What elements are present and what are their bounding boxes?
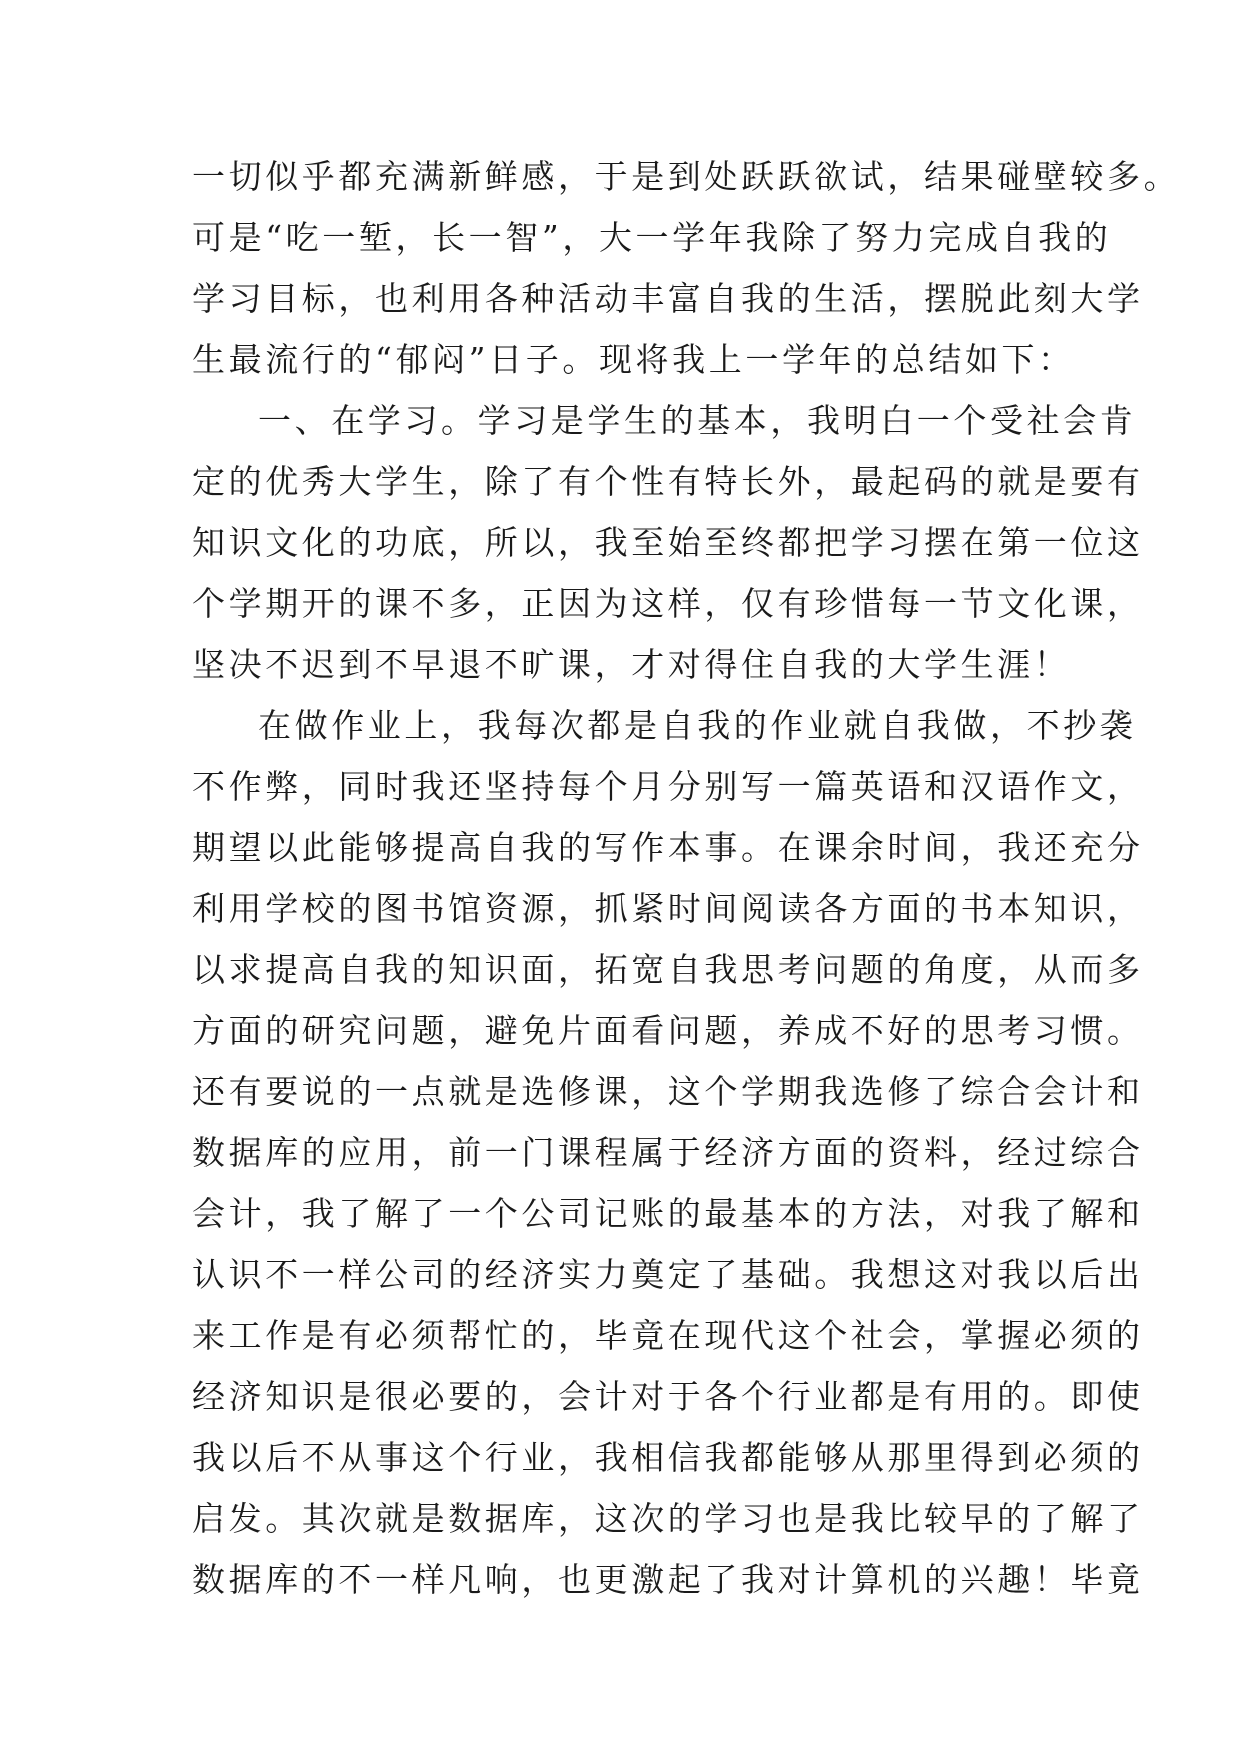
text-line-13: 利用学校的图书馆资源，抓紧时间阅读各方面的书本知识， [192, 889, 1144, 928]
text-line-18: 会计，我了解了一个公司记账的最基本的方法，对我了解和 [192, 1194, 1144, 1233]
text-line-16: 还有要说的一点就是选修课，这个学期我选修了综合会计和 [192, 1072, 1144, 1111]
text-line-23: 启发。其次就是数据库，这次的学习也是我比较早的了解了 [192, 1499, 1144, 1538]
text-line-15: 方面的研究问题，避免片面看问题，养成不好的思考习惯。 [192, 1011, 1144, 1050]
text-line-24: 数据库的不一样凡响，也更激起了我对计算机的兴趣！毕竟 [192, 1560, 1144, 1599]
text-line-6: 定的优秀大学生，除了有个性有特长外，最起码的就是要有 [192, 462, 1144, 501]
text-line-1: 一切似乎都充满新鲜感，于是到处跃跃欲试，结果碰壁较多。 [192, 157, 1181, 196]
text-line-10: 在做作业上，我每次都是自我的作业就自我做，不抄袭 [258, 706, 1137, 745]
text-line-11: 不作弊，同时我还坚持每个月分别写一篇英语和汉语作文， [192, 767, 1144, 806]
text-line-22: 我以后不从事这个行业，我相信我都能够从那里得到必须的 [192, 1438, 1144, 1477]
text-line-21: 经济知识是很必要的，会计对于各个行业都是有用的。即使 [192, 1377, 1144, 1416]
text-line-12: 期望以此能够提高自我的写作本事。在课余时间，我还充分 [192, 828, 1144, 867]
text-line-8: 个学期开的课不多，正因为这样，仅有珍惜每一节文化课， [192, 584, 1144, 623]
text-line-4: 生最流行的“郁闷”日子。现将我上一学年的总结如下： [192, 340, 1075, 379]
text-line-3: 学习目标，也利用各种活动丰富自我的生活，摆脱此刻大学 [192, 279, 1144, 318]
text-line-2: 可是“吃一堑，长一智”，大一学年我除了努力完成自我的 [192, 218, 1112, 257]
document-body [192, 146, 1181, 1610]
text-line-14: 以求提高自我的知识面，拓宽自我思考问题的角度，从而多 [192, 950, 1144, 989]
text-line-7: 知识文化的功底，所以，我至始至终都把学习摆在第一位这 [192, 523, 1144, 562]
text-line-20: 来工作是有必须帮忙的，毕竟在现代这个社会，掌握必须的 [192, 1316, 1144, 1355]
text-line-17: 数据库的应用，前一门课程属于经济方面的资料，经过综合 [192, 1133, 1144, 1172]
text-line-19: 认识不一样公司的经济实力奠定了基础。我想这对我以后出 [192, 1255, 1144, 1294]
text-line-9: 坚决不迟到不早退不旷课，才对得住自我的大学生涯！ [192, 645, 1071, 684]
text-line-5: 一、在学习。学习是学生的基本，我明白一个受社会肯 [258, 401, 1137, 440]
